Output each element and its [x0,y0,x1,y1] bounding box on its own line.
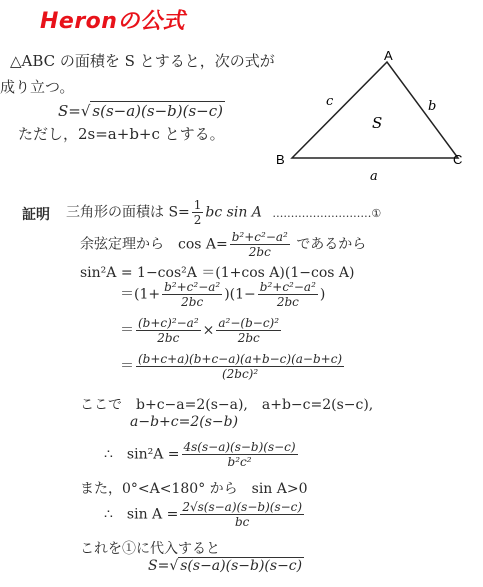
proof-line-2 [80,230,366,259]
numerator: b²+c²−a² [164,280,221,294]
proof-text: ∴ sin A = [104,506,179,523]
area-label: S [372,114,383,132]
fraction [162,280,222,309]
sqrt-icon: √ [169,558,179,574]
numerator: 1 [193,198,202,212]
proof-line-6 [120,352,346,381]
numerator: b²+c²−a² [231,230,288,244]
numerator: b²+c²−a² [259,280,316,294]
denominator: (2bc)² [221,367,259,381]
denominator: 2bc [276,295,299,309]
fraction [216,316,281,345]
proof-text: 三角形の面積は S= [66,204,190,221]
proof-text: )(1− [224,286,256,303]
numerator: (b+c+a)(b+c−a)(a+b−c)(a−b+c) [138,352,343,366]
intro-line-2: 成り立つ。 [0,78,75,96]
fraction [136,352,344,381]
formula-lhs: S= [58,102,81,120]
proof-line-8: a−b+c=2(s−b) [130,414,239,430]
proof-line-13 [148,558,304,574]
proof-line-3: sin²A = 1−cos²A ＝(1+cos A)(1−cos A) [80,265,355,281]
fraction [136,316,201,345]
proof-line-4 [120,280,325,309]
formula-radicand: s(s−a)(s−b)(s−c) [92,102,223,120]
formula-radicand: s(s−a)(s−b)(s−c) [180,558,303,574]
proof-text: ∴ sin²A = [104,446,180,463]
proof-text: bc sin A [205,204,262,221]
proof-line-11 [104,500,306,529]
denominator: bc [234,515,250,529]
intro-line-1: △ABC の面積を S とすると，次の式が [10,52,275,70]
proof-line-9 [104,440,300,469]
denominator: 2bc [237,331,260,345]
proof-label: 証明 [22,207,50,223]
proof-text: ＝ [120,322,134,339]
vertex-a-label: A [384,48,393,63]
proof-text: 余弦定理から cos A= [80,236,228,253]
denominator: 2bc [248,245,271,259]
fraction [258,280,318,309]
page-title: Heronの公式 [40,9,185,34]
leader-dots: ………………………① [272,206,382,220]
proof-text: × [202,322,215,339]
proof-line-7: ここで b+c−a=2(s−a), a+b−c=2(s−c), [80,397,374,413]
fraction [192,198,204,227]
proof-line-10: また，0°<A<180° から sin A>0 [80,481,308,497]
fraction [230,230,290,259]
numerator: 2√s(s−a)(s−b)(s−c) [182,500,303,514]
side-b-label: b [428,99,437,114]
numerator: (b+c)²−a² [138,316,199,330]
fraction [182,440,298,469]
proof-line-1 [66,198,381,227]
sqrt-icon: √ [80,102,91,120]
proof-text: ) [319,286,326,303]
denominator: 2bc [157,331,180,345]
intro-line-3: ただし，2s=a+b+c とする。 [18,125,225,143]
proof-text: ＝ [120,358,134,375]
denominator: 2 [193,213,202,227]
triangle-diagram [270,40,480,190]
numerator: a²−(b−c)² [218,316,280,330]
heron-formula [58,102,225,120]
proof-line-12: これを①に代入すると [80,541,220,557]
vertex-c-label: C [453,152,463,167]
proof-text: ＝(1+ [120,286,161,303]
proof-line-5 [120,316,283,345]
proof-text: であるから [296,236,367,253]
fraction [180,500,304,529]
denominator: 2bc [181,295,204,309]
side-c-label: c [326,94,334,109]
numerator: 4s(s−a)(s−b)(s−c) [183,440,296,454]
formula-lhs: S= [148,558,170,574]
denominator: b²c² [227,455,252,469]
vertex-b-label: B [276,152,285,167]
side-a-label: a [370,169,378,184]
